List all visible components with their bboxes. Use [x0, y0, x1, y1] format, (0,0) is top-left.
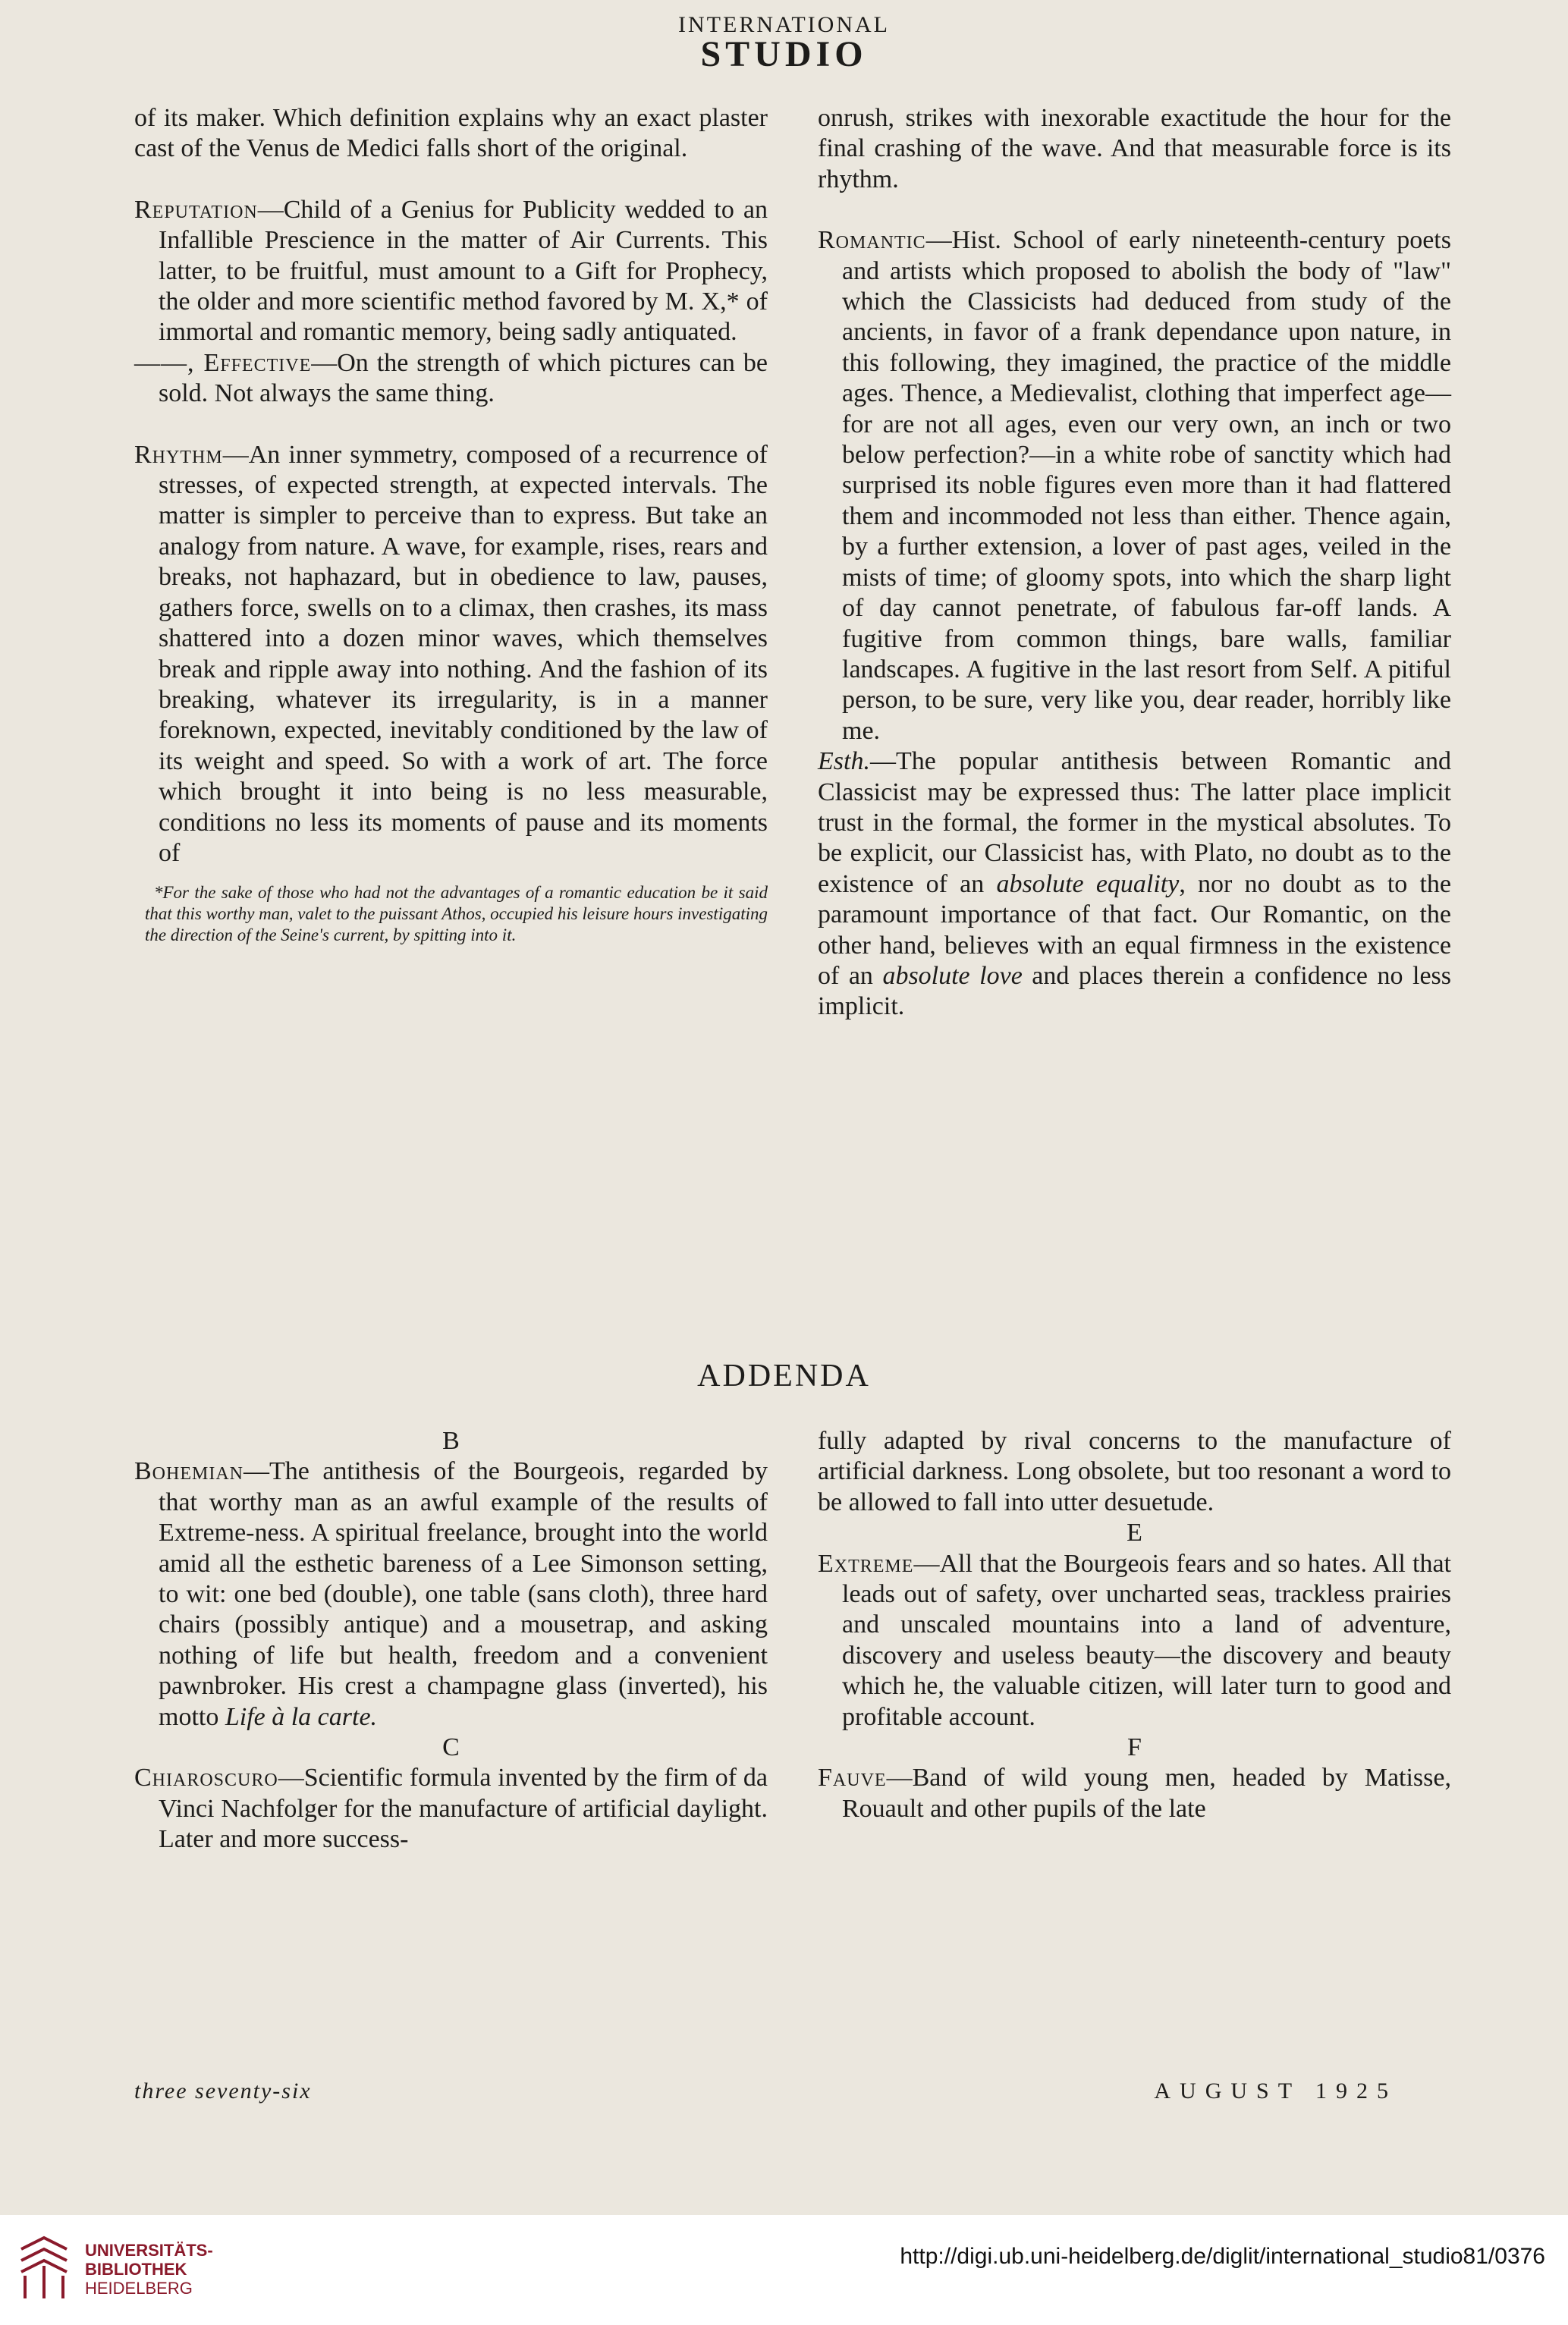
entry-chiaroscuro [134, 1763, 768, 1855]
masthead-top: INTERNATIONAL [678, 12, 890, 37]
entry-rhythm [134, 440, 768, 869]
footnote: *For the sake of those who had not the advantages of a romantic education be it said that this worthy man, valet to the puissant Athos, occupied his leisure hours investigating the direction of the Seine's current, by spitting into it. [145, 883, 768, 945]
addenda-heading: ADDENDA [697, 1359, 871, 1393]
library-name-line: BIBLIOTHEK [85, 2260, 187, 2279]
paragraph-continuation: of its maker. Which definition explains why an exact plaster cast of the Venus de Medici falls short of the original. [134, 104, 768, 163]
entry-term: Extreme [818, 1549, 914, 1578]
entry-motto: Life à la carte. [225, 1702, 378, 1731]
column-bottom-left [134, 1426, 768, 1855]
entry-extreme [818, 1549, 1451, 1733]
page-number: three seventy-six [134, 2078, 312, 2103]
paragraph-continuation: fully adapted by rival concerns to the manufacture of artificial darkness. Long obsolete, but too resonant a word to be allowed to fall into utter desuetude. [818, 1427, 1451, 1516]
entry-bohemian [134, 1456, 768, 1733]
library-name-line: HEIDELBERG [85, 2279, 193, 2298]
issue-date: AUGUST 1925 [1154, 2078, 1397, 2103]
paragraph-esth [818, 746, 1451, 1023]
entry-text: —Band of wild young men, headed by Matisse, Rouault and other pupils of the late [842, 1764, 1451, 1823]
entry-fauve [818, 1763, 1451, 1824]
entry-romantic [818, 225, 1451, 746]
column-bottom-right [818, 1426, 1451, 1824]
section-letter-b: B [442, 1427, 460, 1455]
entry-term: ——, Effective [134, 348, 312, 377]
entry-term: Fauve [818, 1764, 887, 1792]
entry-term: Chiaroscuro [134, 1764, 278, 1792]
esth-emphasis: absolute equality [996, 869, 1180, 898]
library-banner [0, 2215, 1568, 2325]
esth-text: , nor no doubt as to the paramount importance of that fact. Our Romantic, on the other hand, believes with an equal firmness in the existence of an [818, 869, 1451, 990]
entry-text: —An inner symmetry, composed of a recurrence of stresses, of expected strength, at expected intervals. The matter is simpler to perceive than to express. But take an analogy from nature. A wave, for example, rises, rears and breaks, not haphazard, but in obedience to law, pauses, gathers force, swells on to a climax, then crashes, its mass shattered into a dozen minor waves, which themselves break and ripple away into nothing. And the fashion of its breaking, whatever its irregularity, is in a manner foreknown, expected, inevitably conditioned by the law of its weight and speed. So with a work of art. The force which brought it into being is no less measurable, conditions no less its moments of pause and its moments of [159, 440, 768, 867]
entry-text: —All that the Bourgeois fears and so hates. All that leads out of safety, over uncharted seas, trackless prairies and unscaled mountains into a land of adventure, discovery and useless beauty—the discovery and beauty which he, the valuable citizen, will later turn to good and profitable account. [842, 1549, 1451, 1731]
entry-text: —Hist. School of early nineteenth-century poets and artists which proposed to abolish the body of "law" which the Classicists had deduced from study of the ancients, in favor of a frank dependance upon nature, in this following, they imagined, the practice of the middle ages. Thence, a Medievalist, clothing that imperfect age—for are not all ages, even our very own, an inch or two below perfection?—in a white robe of sanctity which had surprised its noble figures even more than it had flattered them and incommoded not less than either. Thence again, by a further extension, a lover of past ages, veiled in the mists of time; of gloomy spots, into which the sharp light of day cannot penetrate, of fabulous far-off lands. A fugitive from common things, bare walls, familiar landscapes. A fugitive in the last resort from Self. A pitiful person, to be sure, very like you, dear reader, horribly like me. [842, 226, 1451, 745]
entry-term: Bohemian [134, 1457, 244, 1486]
entry-text: —Scientific formula invented by the firm of da Vinci Nachfolger for the manufacture of artificial daylight. Later and more success- [159, 1764, 768, 1854]
entry-text: —The antithesis of the Bourgeois, regarded by that worthy man as an awful example of the results of Extreme-ness. A spiritual freelance, brought into the world amid all the esthetic bareness of a Lee Simonson setting, to wit: one bed (double), one table (sans cloth), three hard chairs (possibly antique) and a mousetrap, and asking nothing of life but health, freedom and a convenient pawnbroker. His crest a champagne glass (inverted), his motto [159, 1457, 768, 1731]
esth-text: —The popular antithesis between Romantic and Classicist may be expressed thus: The latter place implicit trust in the formal, the former in the mystical absolutes. To be explicit, our Classicist has, with Plato, no doubt as to the existence of an [818, 747, 1451, 898]
source-url-link[interactable]: http://digi.ub.uni-heidelberg.de/diglit/international_studio81/0376 [900, 2244, 1545, 2269]
entry-reputation-effective [134, 348, 768, 410]
entry-term: Reputation [134, 195, 258, 224]
library-name-line: UNIVERSITÄTS- [85, 2241, 213, 2260]
column-top-right [818, 103, 1451, 1023]
section-letter-f: F [1127, 1733, 1142, 1762]
section-letter-c: C [442, 1733, 460, 1762]
esth-label: Esth. [818, 747, 870, 776]
entry-text: —Child of a Genius for Publicity wedded to an Infallible Prescience in the matter of Air Currents. This latter, to be fruitful, must amount to a Gift for Prophecy, the older and more scientific method favored by M. X,* of immortal and romantic memory, being sadly antiquated. [159, 195, 768, 347]
entry-text: —On the strength of which pictures can be sold. Not always the same thing. [159, 348, 768, 408]
section-letter-e: E [1127, 1519, 1142, 1547]
library-name [85, 2241, 213, 2298]
masthead-title: STUDIO [700, 34, 868, 74]
esth-emphasis: absolute love [882, 961, 1023, 990]
paragraph-continuation: onrush, strikes with inexorable exactitude the hour for the final crashing of the wave. And that measurable force is its rhythm. [818, 104, 1451, 193]
entry-term: Romantic [818, 226, 926, 255]
entry-term: Rhythm [134, 440, 223, 469]
entry-reputation [134, 195, 768, 348]
column-top-left [134, 103, 768, 963]
esth-text: and places therein a confidence no less implicit. [818, 961, 1452, 1021]
library-logo-icon [14, 2234, 74, 2302]
